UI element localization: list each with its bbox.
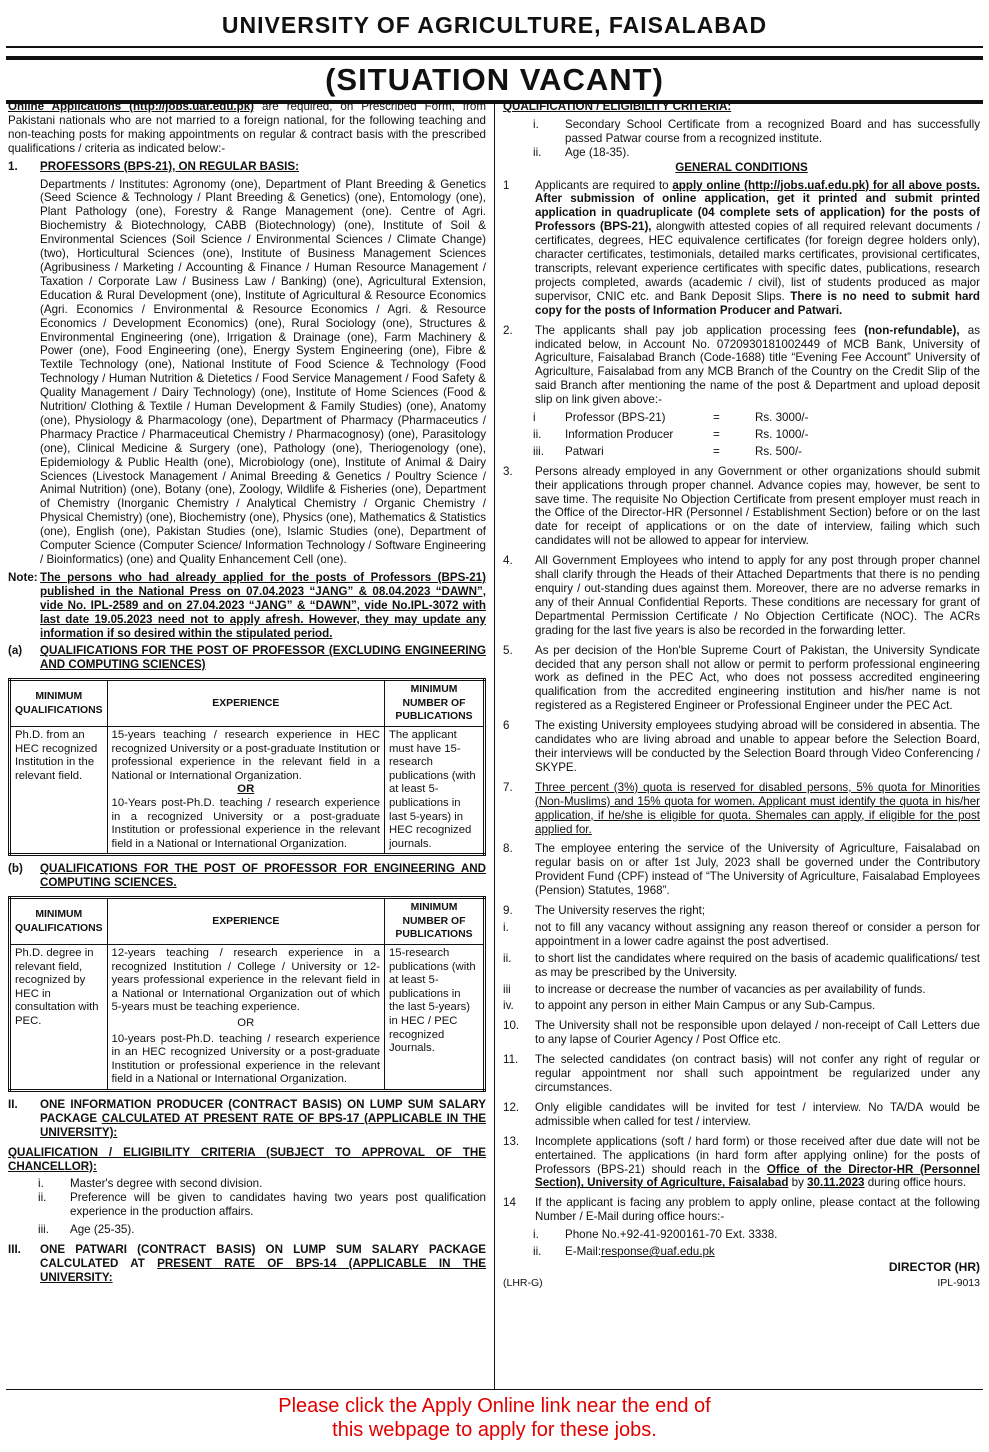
condition-9: 9. The University reserves the right; <box>503 904 706 918</box>
condition-5: 5. As per decision of the Hon'ble Supreme Court of Pakistan, the University Syndicate decided that any person shall not allow or permit to perform professional engineering work as defined in the PEC Act, who does not possess accredited engineering qualification from the accredited engineering institution and his/her name is not registered as a Registered Engineer or Professional Engineer under the PEC Act. <box>503 643 980 713</box>
general-conditions-heading: GENERAL CONDITIONS <box>675 160 808 174</box>
contact-phone: i. Phone No.+92-41-9200161-70 Ext. 3338. <box>533 1228 778 1242</box>
top-rule <box>6 46 983 48</box>
right-column <box>503 100 980 1291</box>
condition-11: 11. The selected candidates (on contract basis) will not confer any right of regular or regular appointment nor shall such appointment be regularized under any circumstances. <box>503 1053 980 1094</box>
apply-online-link[interactable]: Online Applications (http://jobs.uaf.edu.pk) <box>8 100 255 113</box>
left-column <box>8 100 486 1285</box>
section-professors: 1. PROFESSORS (BPS-21), ON REGULAR BASIS: <box>8 160 486 174</box>
fee-list <box>503 411 980 459</box>
condition-1: 1 Applicants are required to apply online (http://jobs.uaf.edu.pk) for all above posts. After submission of online application, get it printed and submit printed application in quadruplicate (04 complete sets of application) for the posts of Professors (BPS-21), alongwith attested copies of all required relevant documents / certificates, degrees, HEC equivalence certificates (for foreign degree holders only), character certificates, testimonials, detailed marks certificates, provisional certificates, transcripts, relevant experience certificates with specific dates, publications, research projects completed, awards (academic / civil), list of students produced as major supervisor, CNIC etc. and Bank Deposit Slips. There is no need to submit hard copy for the posts of Information Producer and Patwari. <box>503 178 980 317</box>
phone-number[interactable]: +92-41-9200161-70 Ext. 3338. <box>619 1228 778 1242</box>
situation-vacant-banner: (SITUATION VACANT) <box>6 56 983 104</box>
university-title: UNIVERSITY OF AGRICULTURE, FAISALABAD <box>221 12 768 38</box>
table-b-publications: 15-research publications (with at least 5-publications in the last 5-years) in HEC / PEC recognized Journals. <box>385 944 485 1090</box>
fee-row: iii. Patwari = Rs. 500/- <box>533 444 803 458</box>
condition-3: 3. Persons already employed in any Government or other organizations should submit their applications through proper channel. Advance copies may, however, be sent to save time. The requisite No Objection Certificate from present employer must reach in the Office of the Director-HR (Personnel / Establishment Section) before or on the last date for receipt of applications or on the date of interview, failing which such candidates will not be allowed to appear for interview. <box>503 464 980 548</box>
email-link[interactable]: response@uaf.edu.pk <box>601 1245 715 1259</box>
patwari-criteria-item: i. Secondary School Certificate from a recognized Board and has successfully passed Patwar course from a recognized institute. <box>533 117 980 145</box>
table-a-publications: The applicant must have 15-research publications (with at least 5-publications in last 5-years) in HEC recognized journals. <box>385 727 485 855</box>
ip-criteria-item: iii. Age (25-35). <box>38 1223 135 1237</box>
fee-row: i Professor (BPS-21) = Rs. 3000/- <box>533 411 809 425</box>
condition-7: 7. Three percent (3%) quota is reserved for disabled persons, 5% quota for Minorities (Non-Muslims) and 15% quota for women. Applicant must identify the quota in his/her application, if he/she is eligible for quota. Shemales can apply, if eligible for the post applied for. <box>503 780 980 836</box>
ip-criteria-item: i. Master's degree with second division. <box>38 1177 263 1191</box>
table-a-heading: (a) QUALIFICATIONS FOR THE POST OF PROFESSOR (EXCLUDING ENGINEERING AND COMPUTING SCIENCES) <box>8 644 486 672</box>
table-b-qualification: Ph.D. degree in relevant field, recognized by HEC in consultation with PEC. <box>10 944 108 1090</box>
condition-12: 12. Only eligible candidates will be invited for test / interview. No TA/DA would be admissible when called for test / interview. <box>503 1100 980 1128</box>
departments-list: Departments / Institutes: Agronomy (one), Department of Plant Breeding & Genetics (Seed Science & Technology / Plant Breeding & Genetics) (one), Entomology (one), Plant Pathology (one), Forestry & Range Management (one). Centre of Agri. Biochemistry & Biotechnology, CABB (Biotechnology) (one), Institute of Soil & Environmental Sciences (Soil Science / Environmental Sciences / Climate Change) (two), Horticultural Sciences (one), Institute of Business Management Sciences (Agribusiness / Marketing / Accounting & Finance / Human Resource Management / Taxation / Corporate Law / Business Law / Banking) (one), Agricultural Extension, Education & Rural Development (one), Institute of Agricultural & Resource Economics (Agri. Economics / Environmental & Resource Economics / Agri. & Resource Economics / Development Economics) (one), Rural Sociology (one), Structures & Environmental Engineering (one), Irrigation & Drainage (one), Farm Machinery & Power (one), Food Engineering (one), Energy System Engineering (one), Fibre & Textile Technology (one), National Institute of Food Science & Technology (Food Technology / Human Nutrition & Dietetics / Food Service Management / Food Safety & Quality Management / Dairy Technology) (one), Institute of Home Sciences (Food & Nutrition/ Clothing & Textile / Human Development & Family Studies) (one), Anatomy (one), Physiology & Pharmacology (one), Department of Pharmacy (Pharmaceutics / Pharmacy Practice / Pharmaceutical Chemistry / Pharmacognosy) (one), Parasitology (one), Clinical Medicine & Surgery (one), Pathology (one), Theriogenology (one), Epidemiology & Public Health (one), Microbiology (one), Institute of Animal & Dairy Sciences (Livestock Management / Animal Breeding & Genetics / Poultry Science / Animal Nutrition) (one), Botany (one), Zoology, Wildlife & Fisheries (one), Department of Chemistry (Inorganic Chemistry / Analytical Chemistry / Organic Chemistry / Physical Chemistry) (one), Biochemistry (one), Physics (one), Mathematics & Statistics (one), English (one), Pakistan Studies (one), Islamic Studies (one), Department of Computer Science (Computer Science/ Information Technology / Software Engineering / Bioinformatics) (one) and Quality Enhancement Cell (one). <box>40 177 486 566</box>
signature-director-hr: DIRECTOR (HR) <box>888 1259 980 1274</box>
code-right: IPL-9013 <box>937 1276 980 1289</box>
condition-13: 13. Incomplete applications (soft / hard form) or those received after due date will not be entertained. The applications (in hard form after applying online) for the posts of Professors (BPS-21) should reach in the Office of the Director-HR (Personnel Section), University of Agriculture, Faisalabad by 30.11.2023 during office hours. <box>503 1134 980 1190</box>
note-text: The persons who had already applied for the posts of Professors (BPS-21) published in the National Press on 07.04.2023 “JANG” & 08.04.2023 “DAWN”, vide No. IPL-2589 and on 27.04.2023 “JANG” & “DAWN”, vide No.IPL-3072 with last date 19.05.2023 need not to apply afresh. However, they may update any information if so desired within the stipulated period. <box>40 570 486 640</box>
bottom-rule <box>6 1389 983 1390</box>
intro-paragraph: Online Applications (http://jobs.uaf.edu.pk) are required, on Prescribed Form, from Pakistani nationals who are not married to a foreign national, for the following teaching and non-teaching posts for making appointments on regular & contract basis with the prescribed qualifications / criteria as indicated below:- <box>8 100 486 155</box>
deadline-date: 30.11.2023 <box>807 1176 865 1190</box>
condition-9-item: ii. to short list the candidates where required on the basis of academic qualifications/ test as may be prescribed by the University. <box>503 951 980 979</box>
section-professors-title: PROFESSORS (BPS-21), ON REGULAR BASIS: <box>40 159 299 173</box>
condition-10: 10. The University shall not be responsible upon delayed / non-receipt of Call Letters due to any lapse of Courier Agency / Post Office etc. <box>503 1019 980 1047</box>
condition-9-item: iii to increase or decrease the number of vacancies as per availability of funds. <box>503 982 926 996</box>
condition-2: 2. The applicants shall pay job application processing fees (non-refundable), as indicated below, in Account No. 0720930181002449 of MCB Bank, University of Agriculture, Faisalabad Branch (Code-1688) title “Evening Fee Account” University of Agriculture, Faisalabad from any MCB Branch of the Country on the Credit Slip of the said Branch after mentioning the name of the post & Department and upload deposit slip on link given above:- <box>503 323 981 407</box>
condition-4: 4. All Government Employees who intend to apply for any post through proper channel shall clarify through the Heads of their Attached Departments that there is no pending enquiry / out-standing dues against them. Moreover, there are no adverse remarks in any of their Annual Confidential Reports. These conditions are necessary for grant of Departmental Permission Certificate / No Objection Certificate (NOC). The ACRs grading for the last five years is also be recorded in the forwarding letter. <box>503 554 980 637</box>
note: Note: The persons who had already applied for the posts of Professors (BPS-21) published in the National Press on 07.04.2023 “JANG” & 08.04.2023 “DAWN”, vide No. IPL-2589 and on 27.04.2023 “JANG” & “DAWN”, vide No.IPL-3072 with last date 19.05.2023 need not to apply afresh. However, they may update any information if so desired within the stipulated period. <box>8 570 486 640</box>
table-a-qualification: Ph.D. from an HEC recognized Institution in the relevant field. <box>10 727 108 855</box>
ip-criteria-item: ii. Preference will be given to candidates having two years post qualification experience in the production affairs. <box>38 1191 486 1219</box>
column-divider <box>494 100 495 1390</box>
apply-online-notice: Please click the Apply Online link near the end of this webpage to apply for these jobs. <box>278 1395 711 1441</box>
fee-row: ii. Information Producer = Rs. 1000/- <box>533 427 809 441</box>
code-left: (LHR-G) <box>503 1276 543 1289</box>
apply-online-instruction[interactable]: apply online (http://jobs.uaf.edu.pk) for all above posts. <box>672 178 980 192</box>
patwari-criteria-item: ii. Age (18-35). <box>533 145 630 159</box>
patwari-criteria-heading: QUALIFICATION / ELIGIBILITY CRITERIA: <box>503 100 732 113</box>
table-b-heading: (b) QUALIFICATIONS FOR THE POST OF PROFESSOR FOR ENGINEERING AND COMPUTING SCIENCES. <box>8 862 486 890</box>
section-information-producer: II. ONE INFORMATION PRODUCER (CONTRACT BASIS) ON LUMP SUM SALARY PACKAGE CALCULATED AT PRESENT RATE OF BPS-17 (APPLICABLE IN THE UNIVERSITY): <box>8 1097 487 1139</box>
qualifications-table-b: MINIMUM QUALIFICATIONS EXPERIENCE MINIMUM NUMBER OF PUBLICATIONS Ph.D. degree in relevant field, recognized by HEC in consultation with PEC. 12-years teaching / research experience in a recognized Institution / College / University or 12-years professional experience in the relevant field in a National or International Organization out of which 5-years must be teaching experience. OR 10-years post-Ph.D. teaching / research experience in an HEC recognized University or a post-graduate Institution or professional experience in the relevant field in a National or International Organization. 15-research publications (with at least 5-publications in the last 5-years) in HEC / PEC recognized Journals. <box>8 896 486 1092</box>
section-patwari: III. ONE PATWARI (CONTRACT BASIS) ON LUMP SUM SALARY PACKAGE CALCULATED AT PRESENT RATE OF BPS-14 (APPLICABLE IN THE UNIVERSITY: <box>8 1243 486 1284</box>
condition-9-item: i. not to fill any vacancy without assigning any reason thereof or consider a person for appointment in a lower cadre against the post advertised. <box>503 920 980 948</box>
condition-9-item: iv. to appoint any person in either Main Campus or any Sub-Campus. <box>503 999 876 1013</box>
qualifications-table-a: MINIMUM QUALIFICATIONS EXPERIENCE MINIMUM NUMBER OF PUBLICATIONS Ph.D. from an HEC recognized Institution in the relevant field. 15-years teaching / research experience in HEC recognized University or a post-graduate Institution or professional experience in the relevant field in a National or International Organization. OR 10-Years post-Ph.D. teaching / research experience in a recognized University or a post-graduate Institution or professional experience in the relevant field in a National or International Organization. The applicant must have 15-research publications (with at least 5-publications in last 5-years) in HEC recognized journals. <box>8 678 486 856</box>
condition-8: 8. The employee entering the service of the University of Agriculture, Faisalabad on regular basis on or after 1st July, 2023 shall be governed under the Contributory Provident Fund (CPF) instead of “The University of Agriculture, Faisalabad Employees (Pension) Statutes, 1968”. <box>503 842 980 898</box>
condition-14: 14 If the applicant is facing any problem to apply online, please contact at the following Number / E-Mail during office hours:- <box>503 1196 980 1224</box>
contact-email: ii. E-Mail:response@uaf.edu.pk <box>533 1245 715 1259</box>
ip-criteria-heading: QUALIFICATION / ELIGIBILITY CRITERIA (SUBJECT TO APPROVAL OF THE CHANCELLOR): <box>8 1145 486 1173</box>
condition-6: 6 The existing University employees studying abroad will be considered in absentia. The candidates who are living abroad and unable to appear before the Selection Board, their interviews will be conducted by the Selection Board through Video Conferencing / SKYPE. <box>503 719 980 774</box>
